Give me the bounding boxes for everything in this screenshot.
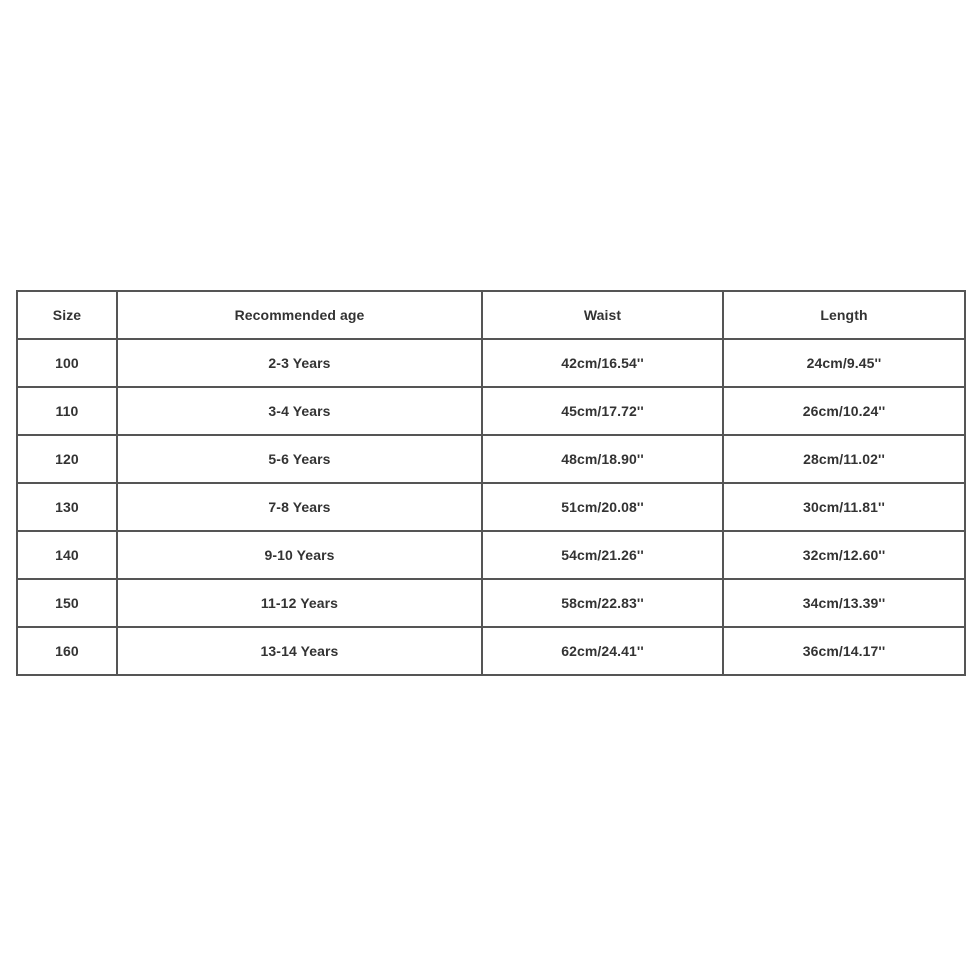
cell-waist: 54cm/21.26'': [482, 531, 723, 579]
cell-recommended-age: 11-12 Years: [117, 579, 482, 627]
table-row: [17, 579, 965, 627]
cell-length: 24cm/9.45'': [723, 339, 965, 387]
cell-waist: 58cm/22.83'': [482, 579, 723, 627]
table-row: [17, 339, 965, 387]
header-length: Length: [723, 291, 965, 339]
cell-recommended-age: 5-6 Years: [117, 435, 482, 483]
cell-recommended-age: 13-14 Years: [117, 627, 482, 675]
cell-length: 32cm/12.60'': [723, 531, 965, 579]
table-body: [17, 339, 965, 675]
cell-size: 160: [17, 627, 117, 675]
cell-size: 130: [17, 483, 117, 531]
cell-waist: 42cm/16.54'': [482, 339, 723, 387]
cell-size: 100: [17, 339, 117, 387]
cell-size: 140: [17, 531, 117, 579]
header-recommended-age: Recommended age: [117, 291, 482, 339]
cell-length: 34cm/13.39'': [723, 579, 965, 627]
cell-waist: 62cm/24.41'': [482, 627, 723, 675]
cell-size: 120: [17, 435, 117, 483]
cell-size: 150: [17, 579, 117, 627]
cell-recommended-age: 3-4 Years: [117, 387, 482, 435]
table-header: [17, 291, 965, 339]
table-row: [17, 627, 965, 675]
cell-recommended-age: 9-10 Years: [117, 531, 482, 579]
header-size: Size: [17, 291, 117, 339]
cell-waist: 51cm/20.08'': [482, 483, 723, 531]
table-row: [17, 387, 965, 435]
table-row: [17, 531, 965, 579]
cell-length: 28cm/11.02'': [723, 435, 965, 483]
table-row: [17, 435, 965, 483]
cell-length: 26cm/10.24'': [723, 387, 965, 435]
header-row: [17, 291, 965, 339]
size-chart-table: [16, 290, 966, 676]
cell-length: 30cm/11.81'': [723, 483, 965, 531]
cell-recommended-age: 2-3 Years: [117, 339, 482, 387]
header-waist: Waist: [482, 291, 723, 339]
cell-size: 110: [17, 387, 117, 435]
table-row: [17, 483, 965, 531]
cell-waist: 45cm/17.72'': [482, 387, 723, 435]
cell-length: 36cm/14.17'': [723, 627, 965, 675]
cell-waist: 48cm/18.90'': [482, 435, 723, 483]
cell-recommended-age: 7-8 Years: [117, 483, 482, 531]
